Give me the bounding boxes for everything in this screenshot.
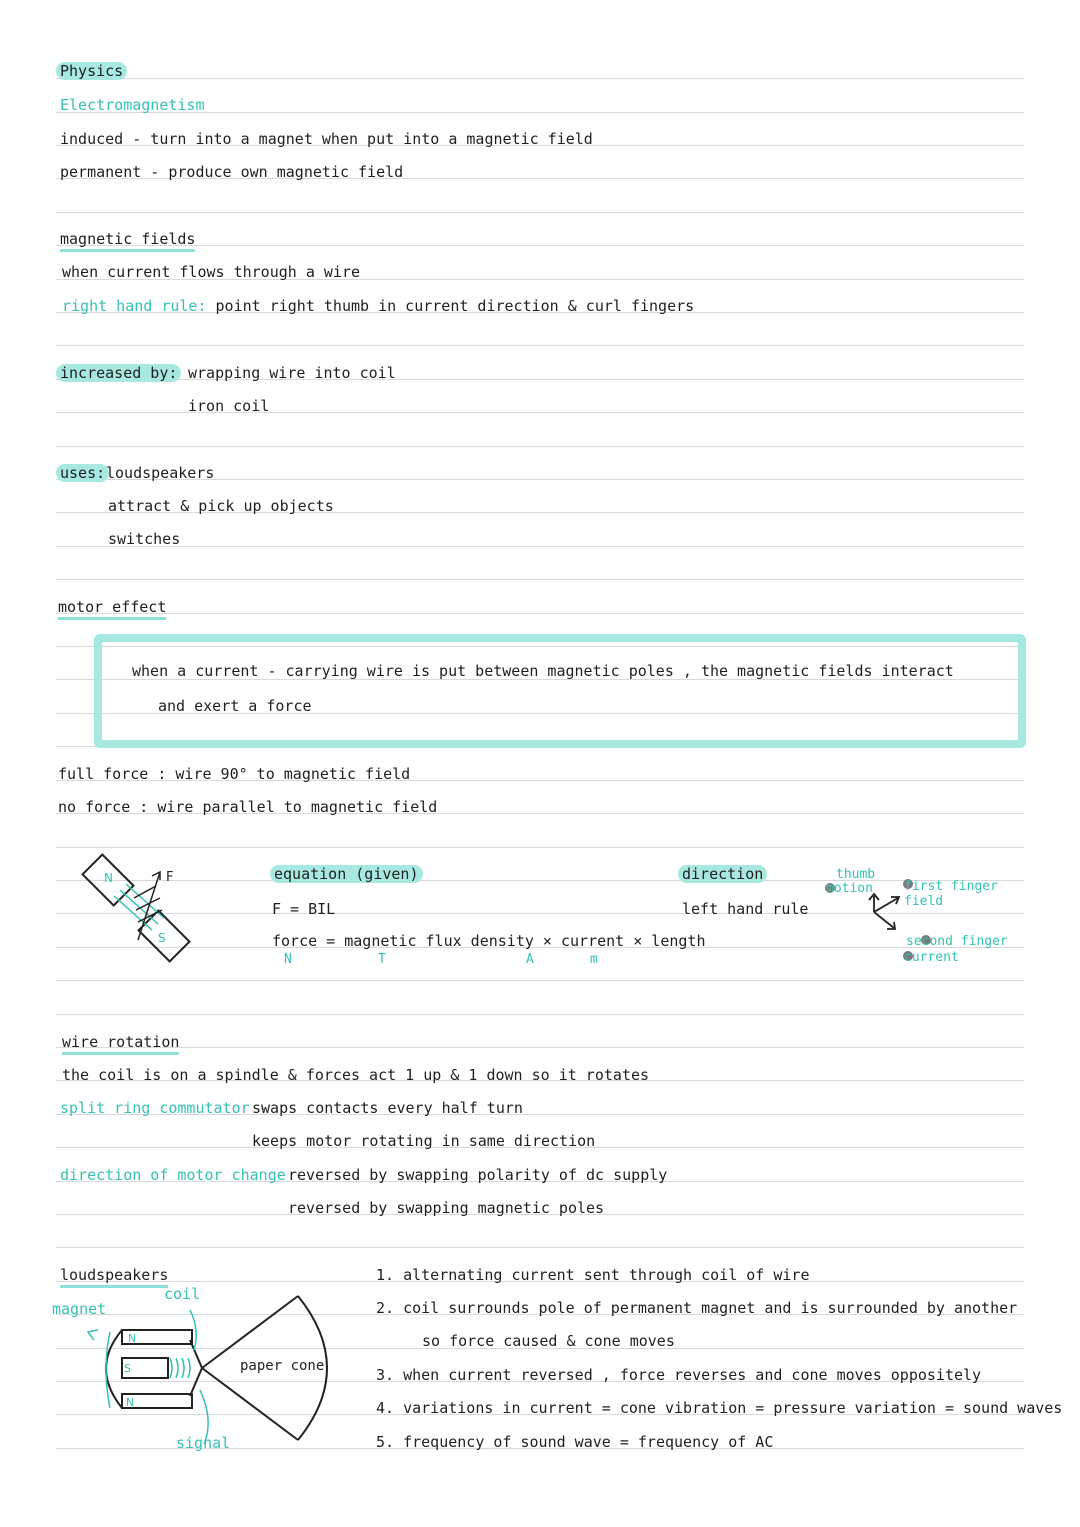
magnet-label: magnet (52, 1300, 107, 1318)
motor-change-dc: reversed by swapping polarity of dc supply (288, 1166, 668, 1184)
signal-label: signal (176, 1434, 231, 1452)
commutator-swaps: swaps contacts every half turn (252, 1099, 523, 1117)
topic-title: Electromagnetism (60, 96, 205, 114)
thumb-label: thumb (836, 867, 876, 882)
force-diagram (80, 850, 210, 965)
motor-change-poles: reversed by swapping magnetic poles (288, 1199, 605, 1217)
equation-words: force = magnetic flux density × current × length (272, 932, 706, 950)
unit-amp: A (526, 952, 534, 967)
unit-metre: m (590, 952, 598, 967)
motor-effect-definition-box (94, 634, 1026, 748)
loudspeaker-step-1: 1. alternating current sent through coil of wire (376, 1266, 810, 1284)
south-label: S (158, 931, 166, 945)
motor-effect-definition-line1: when a current - carrying wire is put between magnetic poles , the magnetic fields interact (132, 662, 954, 680)
loudspeaker-step-5: 5. frequency of sound wave = frequency of AC (376, 1433, 774, 1451)
left-hand-rule: left hand rule (682, 900, 809, 918)
unit-tesla: T (378, 952, 386, 967)
field-lines (114, 884, 164, 930)
magnetic-fields-heading: magnetic fields (60, 230, 195, 248)
uses-item-loudspeakers: loudspeakers (106, 464, 215, 482)
loudspeaker-step-2: 2. coil surrounds pole of permanent magnet and is surrounded by another (376, 1299, 1018, 1317)
uses-item-switches: switches (108, 530, 181, 548)
current-wire-note: when current flows through a wire (62, 263, 361, 281)
equation-heading: equation (given) (270, 865, 423, 883)
equation-formula: F = BIL (272, 900, 336, 918)
first-finger-label: first finger (904, 879, 998, 894)
loudspeaker-step-4: 4. variations in current = cone vibration = pressure variation = sound waves (376, 1399, 1063, 1417)
motor-effect-definition-line2: and exert a force (158, 697, 312, 715)
direction-heading: direction (678, 865, 767, 883)
north-label: N (104, 871, 113, 885)
increased-item-coil: wrapping wire into coil (188, 364, 396, 382)
induced-magnet-note: induced - turn into a magnet when put into a magnetic field (60, 130, 593, 148)
field-label: field (904, 894, 944, 909)
paper-cone-label: paper cone (240, 1358, 325, 1374)
loudspeaker-step-3: 3. when current reversed , force reverses and cone moves oppositely (376, 1366, 982, 1384)
no-force-note: no force : wire parallel to magnetic field (58, 798, 438, 816)
magnet-body (106, 1330, 192, 1408)
full-force-note: full force : wire 90° to magnetic field (58, 765, 411, 783)
force-label: F (166, 870, 174, 885)
loudspeakers-heading: loudspeakers (60, 1266, 168, 1284)
right-hand-rule: right hand rule: point right thumb in current direction & curl fingers (62, 297, 695, 315)
commutator-keeps: keeps motor rotating in same direction (252, 1132, 596, 1150)
uses-label: uses: (56, 464, 109, 482)
loudspeaker-step-2b: so force caused & cone moves (422, 1332, 675, 1350)
subject-title: Physics (56, 62, 127, 80)
permanent-magnet-note: permanent - produce own magnetic field (60, 163, 404, 181)
motor-effect-heading: motor effect (58, 598, 166, 616)
commutator-label: split ring commutator - (60, 1099, 268, 1117)
motion-label: motion (826, 881, 873, 896)
loudspeaker-s: S (124, 1362, 131, 1375)
current-label: current (904, 950, 959, 965)
coil-spindle-note: the coil is on a spindle & forces act 1 up & 1 down so it rotates (62, 1066, 649, 1084)
second-finger-label: second finger (906, 934, 1008, 949)
coil-label: coil (164, 1285, 201, 1303)
unit-newton: N (284, 952, 292, 967)
increased-by-label: increased by: (56, 364, 181, 382)
loudspeaker-n-bottom: N (126, 1396, 135, 1409)
wire-rotation-heading: wire rotation (62, 1033, 179, 1051)
increased-item-iron: iron coil (188, 397, 270, 415)
axes-arrows (869, 894, 899, 929)
motor-change-label: direction of motor change - (60, 1166, 304, 1184)
uses-item-attract: attract & pick up objects (108, 497, 334, 515)
loudspeaker-n-top: N (128, 1332, 137, 1345)
